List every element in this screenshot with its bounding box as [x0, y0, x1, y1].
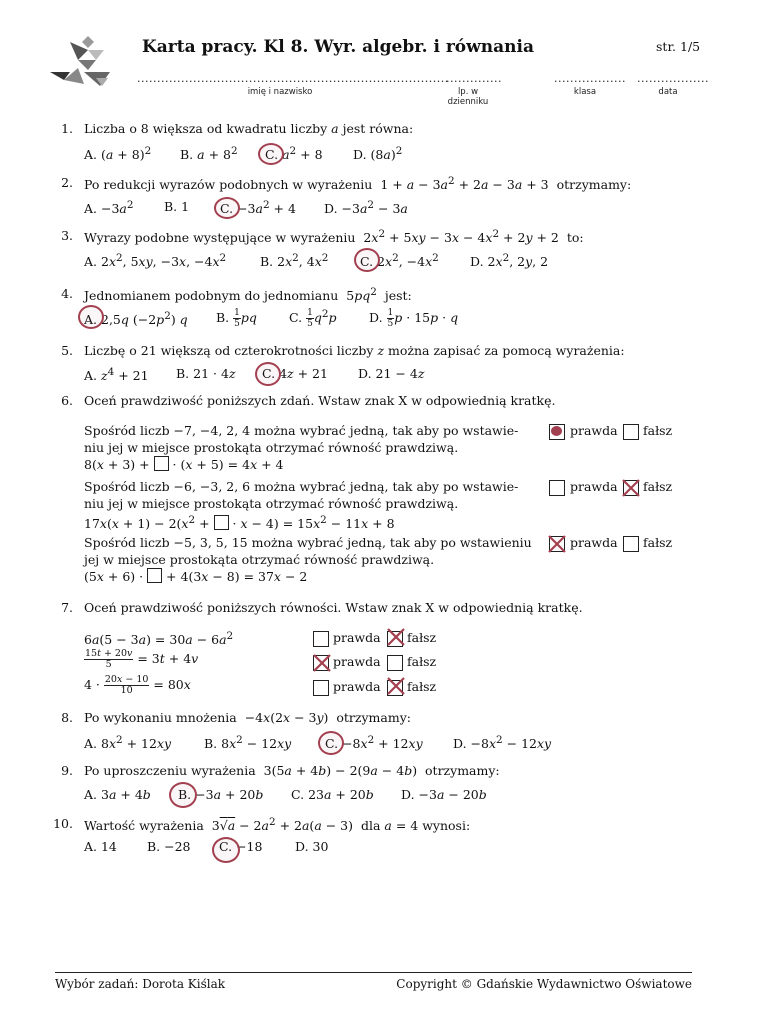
option-b[interactable]: B. −3a + 20b [178, 787, 264, 802]
class-field[interactable]: .................. klasa [554, 72, 626, 97]
footer-copyright: Copyright © Gdańskie Wydawnictwo Oświatowe [396, 977, 692, 991]
false-checkbox[interactable] [623, 536, 639, 552]
false-label: fałsz [643, 423, 673, 438]
option-c[interactable]: C. 23a + 20b [291, 787, 374, 802]
page-number: str. 1/5 [656, 39, 701, 54]
question-number: 9. [61, 763, 73, 778]
false-label: fałsz [407, 630, 437, 645]
option-d[interactable]: D. $(8a)^2$ [353, 145, 403, 163]
question-number: 8. [61, 710, 73, 725]
question-text: Wyrazy podobne występujące w wyrażeniu $2x^2 + 5xy - 3x - 4x^2 + 2y + 2$ to: [84, 228, 584, 246]
question-number: 5. [61, 343, 73, 358]
question-text: Po uproszczeniu wyrażenia 3(5a + 4b) − 2(9a − 4b) otrzymamy: [84, 763, 500, 778]
option-b[interactable]: B. 1 [164, 199, 190, 214]
option-c[interactable]: C. −18 [219, 839, 263, 854]
question-text: Liczba o 8 większa od kwadratu liczby a jest równa: [84, 121, 414, 136]
option-d[interactable]: D. $2x^2$, 2y, 2 [470, 252, 549, 270]
option-b[interactable]: B. $8x^2 - 12xy$ [204, 734, 292, 752]
option-a[interactable]: A. $2x^2$, 5xy, −3x, $-4x^2$ [84, 252, 227, 270]
question-number: 2. [61, 175, 73, 190]
x-mark [385, 675, 407, 697]
question-text: Liczbę o 21 większą od czterokrotności liczby z można zapisać za pomocą wyrażenia: [84, 343, 625, 358]
question-number: 1. [61, 121, 73, 136]
option-a[interactable]: A. $(a + 8)^2$ [84, 145, 152, 163]
answer-circle-mark [78, 305, 104, 329]
equation: $6a(5 - 3a) = 30a - 6a^2$ [84, 630, 234, 648]
true-label: prawda [570, 479, 618, 494]
true-label: prawda [333, 679, 381, 694]
false-checkbox[interactable] [623, 424, 639, 440]
true-label: prawda [570, 423, 618, 438]
answer-circle-mark [214, 197, 240, 219]
option-b[interactable]: B. $a + 8^2$ [180, 145, 238, 163]
option-b[interactable]: B. $2x^2$, $4x^2$ [260, 252, 329, 270]
answer-circle-mark [255, 362, 281, 386]
false-checkbox[interactable] [387, 655, 403, 671]
statement: Spośród liczb −6, −3, 2, 6 można wybrać jedną, tak aby po wstawie- niu jej w miejsce prostokąta otrzymać równość prawdziwą. $17x(x + 1) - 2(x^2$ + · $x - 4) = 15x^2 - 11x + 8$ [84, 479, 519, 532]
question-number: 4. [61, 286, 73, 301]
option-a[interactable]: A. 14 [84, 839, 117, 854]
question-text: Po wykonaniu mnożenia −4x(2x − 3y) otrzymamy: [84, 710, 411, 725]
x-mark [311, 652, 333, 674]
question-text: Oceń prawdziwość poniższych zdań. Wstaw znak X w odpowiednią kratkę. [84, 393, 556, 408]
true-checkbox[interactable] [549, 480, 565, 496]
option-c[interactable]: C. $a^2 + 8$ [265, 145, 323, 163]
true-label: prawda [333, 654, 381, 669]
false-label: fałsz [407, 679, 437, 694]
worksheet-title: Karta pracy. Kl 8. Wyr. algebr. i równania [142, 37, 534, 57]
false-label: fałsz [407, 654, 437, 669]
option-a[interactable]: A. $8x^2 + 12xy$ [84, 734, 172, 752]
option-d[interactable]: D. 21 − 4z [358, 366, 425, 381]
question-number: 7. [61, 600, 73, 615]
option-d[interactable]: D. 30 [295, 839, 329, 854]
x-mark [385, 626, 407, 648]
date-field[interactable]: .................. data [637, 72, 709, 97]
option-a[interactable]: A. $-3a^2$ [84, 199, 134, 217]
question-text: Po redukcji wyrazów podobnych w wyrażeniu $1 + a - 3a^2 + 2a - 3a + 3$ otrzymamy: [84, 175, 632, 193]
option-d[interactable]: D. $-3a^2 - 3a$ [324, 199, 408, 217]
answer-mark [551, 426, 562, 436]
option-a[interactable]: A. 2,5q $(-2p^2)$ q [84, 310, 188, 328]
false-label: fałsz [643, 479, 673, 494]
date-field-label: data [658, 87, 678, 97]
option-d[interactable]: D. $\frac{1}{5}$ p · 15p · q [369, 308, 459, 329]
equation: $\frac{15t + 20v}{5}$ = 3t + 4v [85, 648, 199, 670]
equation: 4 · $\frac{20x - 10}{10}$ = 80x [84, 674, 191, 696]
question-number: 3. [61, 228, 73, 243]
question-text: Wartość wyrażenia $3√a - 2a^2 + 2a(a - 3)$ dla a = 4 wynosi: [84, 816, 471, 834]
question-number: 6. [61, 393, 73, 408]
answer-circle-mark [258, 143, 284, 165]
answer-circle-mark [169, 782, 197, 808]
name-field-label: imię i nazwisko [247, 87, 313, 97]
register-number-field[interactable]: .............. lp. w dzienniku [446, 72, 502, 107]
footer-divider [55, 972, 692, 973]
statement: Spośród liczb −5, 3, 5, 15 można wybrać jedną, tak aby po wstawieniu jej w miejsce prostokąta otrzymać równość prawdziwą. (5x + 6) · + 4(3x − 8) = 37x − 2 [84, 535, 532, 584]
option-c[interactable]: C. $-8x^2 + 12xy$ [325, 734, 423, 752]
option-c[interactable]: C. $\frac{1}{5}$ $q^2p$ [289, 308, 337, 330]
false-label: fałsz [643, 535, 673, 550]
option-d[interactable]: D. $-8x^2 - 12xy$ [453, 734, 552, 752]
question-text: Oceń prawdziwość poniższych równości. Wstaw znak X w odpowiednią kratkę. [84, 600, 583, 615]
question-number: 10. [53, 816, 73, 831]
answer-circle-mark [354, 248, 380, 272]
option-c[interactable]: C. 4z + 21 [262, 366, 328, 381]
option-b[interactable]: B. −28 [147, 839, 191, 854]
register-number-label: lp. w dzienniku [447, 87, 489, 107]
answer-circle-mark [318, 731, 344, 755]
x-mark [620, 477, 642, 499]
option-c[interactable]: C. $-3a^2 + 4$ [220, 199, 296, 217]
x-mark [546, 533, 568, 555]
option-c[interactable]: C. $2x^2$, $-4x^2$ [360, 252, 439, 270]
option-a[interactable]: A. $z^4 + 21$ [84, 366, 149, 384]
footer-author: Wybór zadań: Dorota Kiślak [55, 977, 226, 991]
statement: Spośród liczb −7, −4, 2, 4 można wybrać jedną, tak aby po wstawie- niu jej w miejsce prostokąta otrzymać równość prawdziwą. 8(x + 3) + · (x + 5) = 4x + 4 [84, 423, 519, 472]
option-b[interactable]: B. 21 · 4z [176, 366, 236, 381]
option-d[interactable]: D. −3a − 20b [401, 787, 487, 802]
option-a[interactable]: A. 3a + 4b [84, 787, 151, 802]
answer-circle-mark [212, 837, 240, 863]
class-field-label: klasa [573, 87, 597, 97]
publisher-logo [48, 34, 112, 88]
true-label: prawda [333, 630, 381, 645]
option-b[interactable]: B. $\frac{1}{5}$ pq [216, 308, 257, 329]
true-checkbox[interactable] [313, 631, 329, 647]
true-checkbox[interactable] [313, 680, 329, 696]
question-text: Jednomianem podobnym do jednomianu $5pq^2$ jest: [84, 286, 412, 304]
name-field[interactable]: .............................................................................. imię i nazwisko [137, 72, 449, 97]
true-label: prawda [570, 535, 618, 550]
